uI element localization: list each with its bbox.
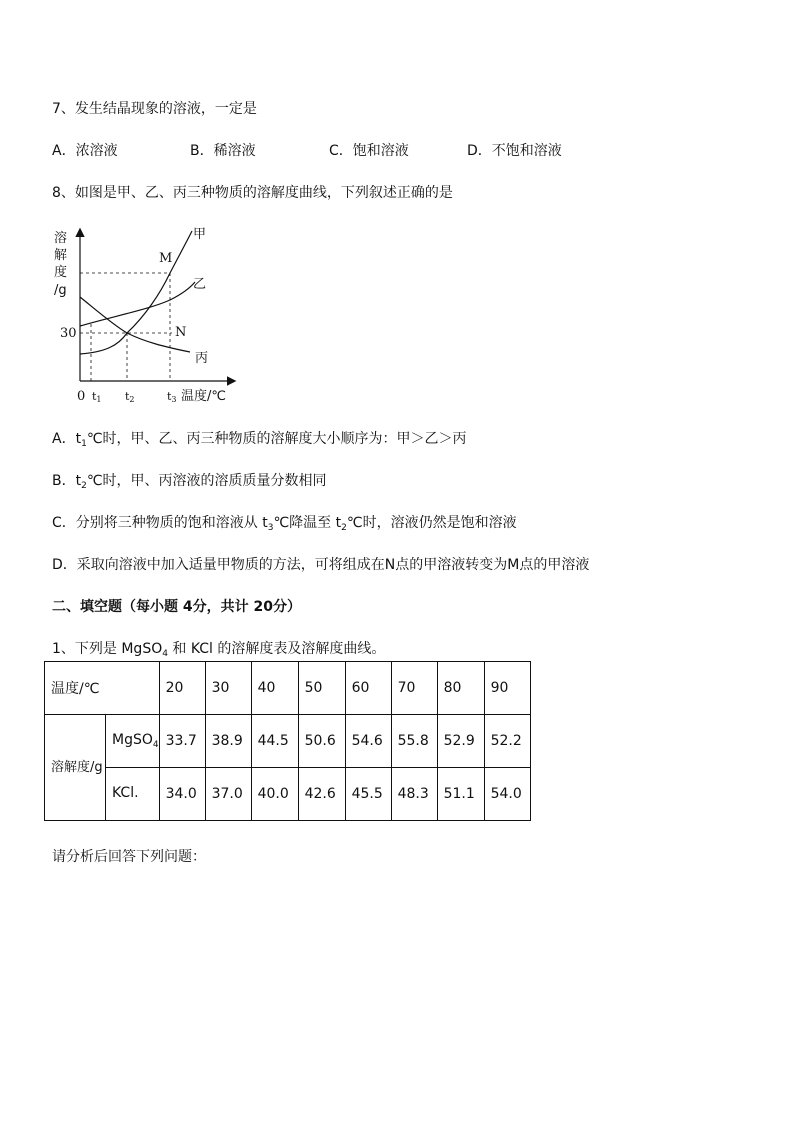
solubility-table <box>44 661 531 821</box>
closing-prompt: 请分析后回答下列问题： <box>52 849 206 865</box>
solubility-chart <box>50 224 250 406</box>
value-cell: 44.5 <box>251 715 298 768</box>
y-label-2: 解 <box>54 248 68 263</box>
x-tick-t3: t3 <box>167 390 177 404</box>
temp-cell: 40 <box>251 662 298 715</box>
q7-stem: 7、发生结晶现象的溶液，一定是 <box>52 101 257 117</box>
table-row <box>45 768 531 821</box>
q8-stem: 8、如图是甲、乙、丙三种物质的溶解度曲线，下列叙述正确的是 <box>52 185 453 201</box>
value-cell: 38.9 <box>205 715 251 768</box>
temp-cell: 30 <box>205 662 251 715</box>
value-cell: 48.3 <box>391 768 437 821</box>
y-label-4: /g <box>54 283 67 298</box>
section-heading: 二、填空题（每小题 4分，共计 20分） <box>52 599 301 615</box>
guide-lines <box>80 273 172 381</box>
q8-option-a: A．$t_1℃$时，甲、乙、丙三种物质的溶解度大小顺序为：甲＞乙＞丙 <box>52 431 467 449</box>
value-cell: 37.0 <box>205 768 251 821</box>
q7-option-b: B．稀溶液 <box>190 143 256 159</box>
point-m-label: M <box>159 251 173 266</box>
row-category: 溶解度/g <box>45 715 106 821</box>
q7-option-a: A．浓溶液 <box>52 143 118 159</box>
q8-option-d: D．采取向溶液中加入适量甲物质的方法，可将组成在N点的甲溶液转变为M点的甲溶液 <box>52 557 590 573</box>
q8-option-b: B．$t_2℃$时，甲、丙溶液的溶质质量分数相同 <box>52 473 327 491</box>
temp-cell: 50 <box>298 662 345 715</box>
q8-option-c: C．分别将三种物质的饱和溶液从 $t_3℃$降温至 $t_2℃$时，溶液仍然是饱和溶液 <box>52 515 517 533</box>
x-tick-t2: t2 <box>125 390 135 404</box>
y-tick-30: 30 <box>60 326 77 341</box>
value-cell: 54.6 <box>345 715 391 768</box>
value-cell: 45.5 <box>345 768 391 821</box>
series-yi-label: 乙 <box>193 277 207 292</box>
fill-question-1: 1、下列是 MgSO$_4$ 和 KCl 的溶解度表及溶解度曲线。 <box>52 641 386 659</box>
value-cell: 54.0 <box>484 768 530 821</box>
q7-option-d: D．不饱和溶液 <box>467 143 562 159</box>
table-row <box>45 715 531 768</box>
value-cell: 50.6 <box>298 715 345 768</box>
temp-cell: 90 <box>484 662 530 715</box>
temp-cell: 70 <box>391 662 437 715</box>
temp-cell: 20 <box>159 662 205 715</box>
origin-label: 0 <box>77 389 86 404</box>
value-cell: 42.6 <box>298 768 345 821</box>
value-cell: 34.0 <box>159 768 205 821</box>
value-cell: 33.7 <box>159 715 205 768</box>
temp-cell: 80 <box>437 662 484 715</box>
q7-option-c: C．饱和溶液 <box>329 143 409 159</box>
value-cell: 52.2 <box>484 715 530 768</box>
point-n-label: N <box>175 325 187 340</box>
value-cell: 52.9 <box>437 715 484 768</box>
series-yi-curve <box>80 282 195 326</box>
y-label-1: 溶 <box>54 231 68 246</box>
value-cell: 51.1 <box>437 768 484 821</box>
x-axis-label: 温度/℃ <box>181 389 226 404</box>
series-bing-label: 丙 <box>195 351 209 366</box>
x-tick-t1: t1 <box>92 390 102 404</box>
value-cell: 55.8 <box>391 715 437 768</box>
table-header-row <box>45 662 531 715</box>
temp-cell: 60 <box>345 662 391 715</box>
y-label-3: 度 <box>54 265 68 280</box>
header-label: 温度/℃ <box>45 662 160 715</box>
substance-cell: KCl. <box>106 768 160 821</box>
value-cell: 40.0 <box>251 768 298 821</box>
series-jia-label: 甲 <box>193 227 207 242</box>
substance-cell: MgSO$_4$ <box>106 715 160 768</box>
